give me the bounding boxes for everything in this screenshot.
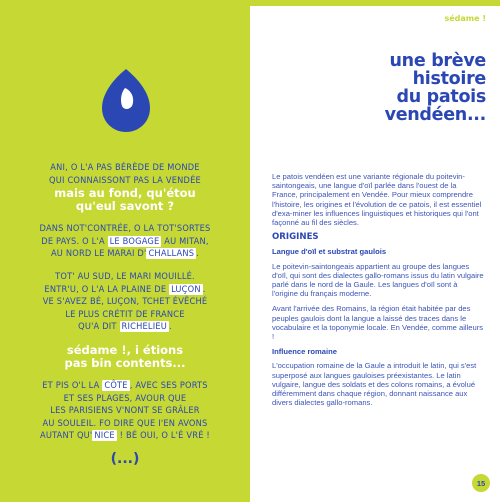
poem-highlight-line: pas bin contents... (64, 355, 186, 370)
subheading-influence-romaine: Influence romaine (272, 347, 337, 357)
poem-highlight-line: mais au fond, qu'étou (54, 186, 196, 201)
poem-line: QUI CONNAISSONT PAS LA VENDÉE (49, 174, 201, 186)
place-highlight-bogage: LE BOGAGE (109, 235, 160, 247)
page-number-badge: 15 (472, 474, 490, 492)
poem-line: AU SOULEIL. FO DIRE QUE I'EN AVONS (42, 417, 208, 429)
poem-ellipsis: (...) (110, 450, 140, 467)
poem-line: QU'A DIT RICHELIEU . (78, 321, 172, 333)
speech-drop-logo-icon (96, 66, 156, 136)
place-highlight-cote: CÔTE (104, 379, 128, 391)
place-highlight-nice: NICE (94, 430, 115, 442)
right-page-article (250, 0, 500, 502)
poem-line: AU NORD LE MARAI D' CHALLANS . (50, 248, 200, 260)
name-highlight-richelieu: RICHELIEU (121, 321, 168, 333)
poem-line: DANS NOT'CONTRÉE, O LA TOT'SORTES (39, 223, 211, 235)
origins-heading: ORIGINES (272, 232, 319, 243)
intro-paragraph: Le patois vendéen est une variante régionale du poitevin-saintongeais, une langue d'oïl parlée dans l'ouest de la France, principalement en Vendée. Pour mieux comprendre l'histoire, les origines et l'évolution de ce patois, il est essentiel d'exa-miner les influences linguistiques et historiques qui l'ont façonné au fil des siècles. (272, 172, 482, 228)
poem-line: ANI, O L'A PAS BÉRÈDE DE MONDE (50, 162, 200, 173)
top-accent-bar (250, 0, 500, 6)
poem-highlight-line: sédame !, i étions (66, 342, 184, 357)
paragraph: L'occupation romaine de la Gaule a introduit le latin, qui s'est superposé aux langues gauloises préexistantes. Le latin vulgaire, langue des soldats et des colons romains, a évolué différemment dans chaque région, donnant naissance aux divers dialectes gallo-romans. (272, 361, 477, 408)
poem-line: LES PARISIENS V'NONT SE GRÂLER (50, 405, 200, 417)
poem-line: ET SES PLAGES, AVOUR QUE (63, 392, 187, 404)
paragraph: Le poitevin-saintongeais appartient au groupe des langues d'oïl, qui sont des dialectes gallo-romans issus du latin vulgaire parlé dans le nord de la Gaule. Les langues d'oïl sont à l'origine du français moderne. (272, 261, 484, 299)
poem-line: DE PAYS. O L'A LE BOGAGE AU MITAN, (41, 235, 209, 247)
poem-line: TOT' AU SUD, LE MARI MOUILLÉ. (55, 270, 195, 282)
place-highlight-lucon: LUÇON (171, 283, 201, 295)
place-highlight-challans: CHALLANS (148, 248, 195, 260)
subheading-langue-doil: Langue d'oïl et substrat gaulois (272, 247, 387, 257)
paragraph: Avant l'arrivée des Romains, la région était habitée par des peuples gaulois dont la langue a laissé des traces dans le vocabulaire et la toponymie locale. En Vendée, comme ailleurs ! (272, 304, 484, 342)
poem-line: LE PLUS CRÉTIT DE FRANCE (65, 308, 185, 320)
poem-highlight-line: qu'eul savont ? (75, 199, 175, 214)
section-tag: sédame ! (444, 14, 486, 23)
patois-poem (10, 162, 240, 467)
poem-line: AUTANT QU' NICE ! BÉ OUI, O L'É VRÉ ! (40, 430, 210, 442)
poem-line: VE S'AVEZ BÉ, LUÇON, TCHET ÉVÊCHÉ (42, 296, 208, 308)
poem-line: ENTR'U, O L'A LA PLAINE DE LUÇON . (44, 283, 206, 295)
poem-line: ET PIS O'L LA CÔTE , AVEC SES PORTS (42, 379, 208, 391)
article-title: une brève histoire du patois vendéen... (384, 51, 486, 125)
article-body (272, 172, 484, 413)
